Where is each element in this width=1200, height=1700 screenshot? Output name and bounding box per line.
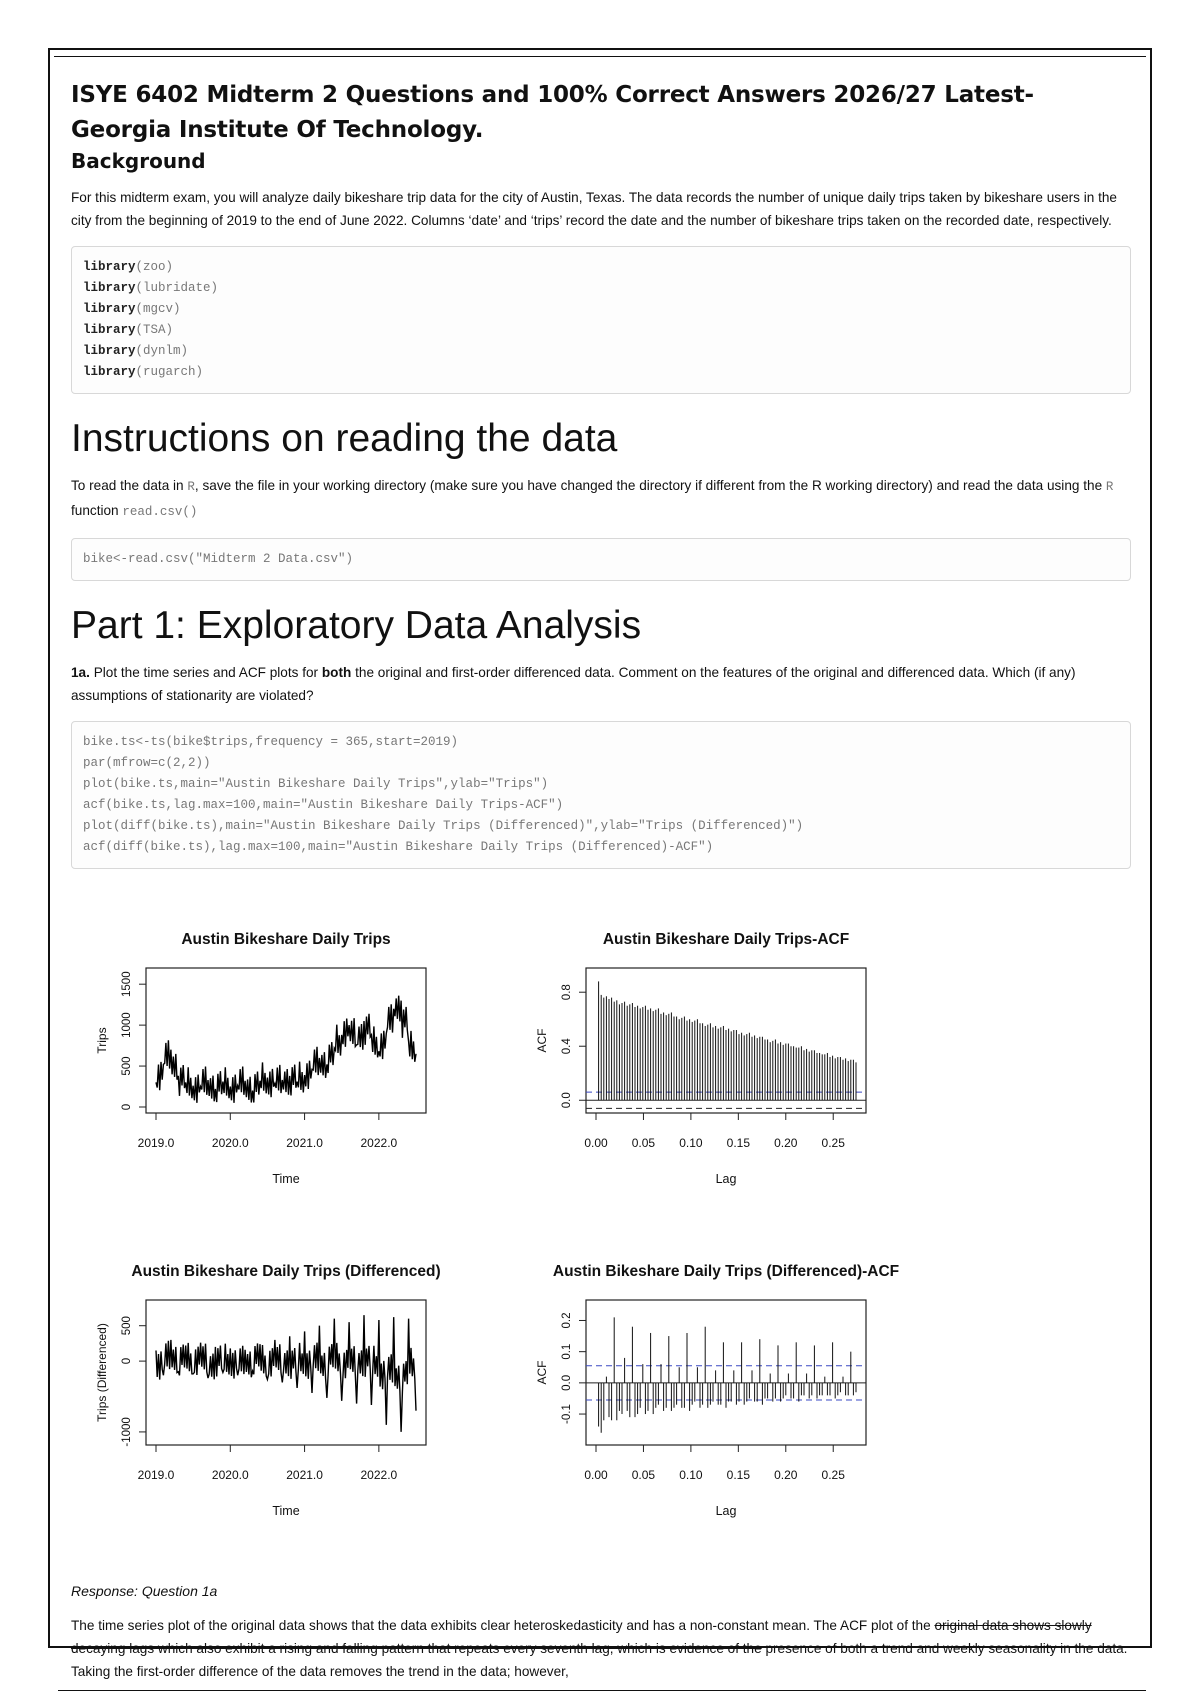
chart-original-series-svg bbox=[71, 918, 511, 1218]
y-tick-label: 0.1 bbox=[561, 1343, 573, 1360]
code-line: acf(bike.ts,lag.max=100,main="Austin Bikeshare Daily Trips-ACF") bbox=[83, 798, 564, 812]
chart-original-acf bbox=[511, 918, 951, 1223]
code-argument: (dynlm) bbox=[135, 344, 189, 358]
instructions-heading: Instructions on reading the data bbox=[71, 417, 618, 460]
y-axis-label: ACF bbox=[535, 1360, 549, 1385]
x-tick-label: 2022.0 bbox=[360, 1468, 398, 1482]
x-tick-label: 2021.0 bbox=[286, 1468, 323, 1482]
response-paragraph bbox=[71, 1614, 1131, 1683]
x-tick-label: 2021.0 bbox=[286, 1136, 323, 1150]
question-1a-text-2: the original and first-order differenced data. Comment on the features of the original and differenced data. Which (if any) assumptions of stationarity are violated? bbox=[71, 665, 1076, 703]
response-text-2: presence of both a trend and weekly seasonality in the data. Taking the first-order difference of the data removes the trend in the data; however, bbox=[71, 1641, 1128, 1679]
document-body bbox=[71, 78, 1131, 869]
part1-heading: Part 1: Exploratory Data Analysis bbox=[71, 604, 642, 647]
code-keyword: library bbox=[83, 323, 136, 337]
x-axis-label: Lag bbox=[715, 1172, 737, 1186]
instructions-paragraph bbox=[71, 474, 1131, 524]
chart-differenced-series-svg bbox=[71, 1250, 511, 1550]
chart-original-series bbox=[71, 918, 511, 1223]
code-line: acf(diff(bike.ts),lag.max=100,main="Austin Bikeshare Daily Trips (Differenced)-ACF") bbox=[83, 840, 714, 854]
code-line: plot(bike.ts,main="Austin Bikeshare Daily Trips",ylab="Trips") bbox=[83, 777, 549, 791]
code-argument: (mgcv) bbox=[135, 302, 181, 316]
y-tick-label: 1000 bbox=[121, 1012, 133, 1038]
series-line bbox=[156, 1315, 416, 1432]
code-line: par(mfrow=c(2,2)) bbox=[83, 756, 211, 770]
y-tick-label: 0 bbox=[121, 1357, 133, 1365]
code-argument: (lubridate) bbox=[135, 281, 219, 295]
question-1a-bold: both bbox=[321, 665, 352, 680]
x-tick-label: 0.00 bbox=[584, 1136, 608, 1150]
code-keyword: library bbox=[83, 302, 136, 316]
background-heading: Background bbox=[71, 149, 206, 173]
x-tick-label: 0.20 bbox=[774, 1136, 798, 1150]
code-line: plot(diff(bike.ts),main="Austin Bikeshare Daily Trips (Differenced)",ylab="Trips (Differenced)") bbox=[83, 819, 804, 833]
y-tick-label: 500 bbox=[121, 1056, 133, 1076]
code-keyword: library bbox=[83, 365, 136, 379]
y-tick-label: 0.2 bbox=[561, 1312, 573, 1329]
library-line bbox=[83, 362, 1119, 383]
background-paragraph: For this midterm exam, you will analyze daily bikeshare trip data for the city of Austin, Texas. The data records the number of unique daily trips taken by bikeshare users in the city from the beginning of 2019 to the end of June 2022. Columns ‘date’ and ‘trips’ record the date and the number of bikeshare trips taken on the recorded date, respectively. bbox=[71, 190, 1117, 228]
y-tick-label: -0.1 bbox=[561, 1404, 573, 1424]
code-argument: (TSA) bbox=[135, 323, 174, 337]
x-tick-label: 0.05 bbox=[631, 1136, 656, 1150]
frame-top-rule bbox=[54, 56, 1146, 57]
y-tick-label: 0.0 bbox=[561, 1374, 573, 1391]
library-code-block bbox=[71, 246, 1131, 394]
question-1a-label: 1a. bbox=[71, 665, 90, 680]
document-title: ISYE 6402 Midterm 2 Questions and 100% Correct Answers 2026/27 Latest- Georgia Institute Of Technology. bbox=[71, 82, 1034, 143]
chart-title: Austin Bikeshare Daily Trips (Differenced) bbox=[131, 1263, 441, 1280]
x-axis-label: Time bbox=[272, 1172, 300, 1186]
chart-differenced-acf bbox=[511, 1250, 951, 1555]
x-tick-label: 0.25 bbox=[821, 1468, 845, 1482]
instructions-function: read.csv() bbox=[122, 505, 198, 519]
y-tick-label: 500 bbox=[121, 1316, 133, 1336]
y-axis-label: Trips bbox=[95, 1027, 109, 1054]
response-text-1: The time series plot of the original data shows that the data exhibits clear heteroskedasticity and has a non-constant mean. The ACF plot of the bbox=[71, 1618, 931, 1633]
chart-original-acf-svg bbox=[511, 918, 951, 1218]
series-line bbox=[156, 996, 416, 1103]
question-1a bbox=[71, 661, 1131, 707]
read-data-code-block bbox=[71, 538, 1131, 581]
chart-title: Austin Bikeshare Daily Trips (Differenced)-ACF bbox=[552, 1263, 900, 1280]
y-tick-label: 0 bbox=[121, 1103, 133, 1111]
x-tick-label: 0.10 bbox=[679, 1136, 703, 1150]
instructions-r-1: R bbox=[187, 480, 195, 494]
library-line bbox=[83, 278, 1119, 299]
library-line bbox=[83, 257, 1119, 278]
bottom-rule bbox=[58, 1690, 1146, 1691]
chart-differenced-series bbox=[71, 1250, 511, 1555]
code-argument: (zoo) bbox=[135, 260, 174, 274]
code-argument: (rugarch) bbox=[135, 365, 204, 379]
x-tick-label: 2019.0 bbox=[137, 1136, 175, 1150]
x-tick-label: 0.15 bbox=[726, 1468, 751, 1482]
x-tick-label: 0.25 bbox=[821, 1136, 845, 1150]
response-label: Response: Question 1a bbox=[71, 1583, 218, 1599]
x-tick-label: 2022.0 bbox=[360, 1136, 398, 1150]
y-tick-label: 0.0 bbox=[561, 1092, 573, 1109]
x-tick-label: 0.10 bbox=[679, 1468, 703, 1482]
x-tick-label: 2019.0 bbox=[137, 1468, 175, 1482]
code-line: bike.ts<-ts(bike$trips,frequency = 365,start=2019) bbox=[83, 735, 459, 749]
x-axis-label: Lag bbox=[715, 1504, 737, 1518]
library-line bbox=[83, 341, 1119, 362]
plot-frame bbox=[586, 1300, 866, 1445]
y-axis-label: ACF bbox=[535, 1028, 549, 1053]
library-line bbox=[83, 299, 1119, 320]
code-keyword: library bbox=[83, 260, 136, 274]
library-line bbox=[83, 320, 1119, 341]
figure-panel bbox=[71, 918, 971, 1538]
read-data-code: bike<-read.csv("Midterm 2 Data.csv") bbox=[83, 552, 354, 566]
chart-title: Austin Bikeshare Daily Trips-ACF bbox=[602, 931, 850, 948]
x-axis-label: Time bbox=[272, 1504, 300, 1518]
code-keyword: library bbox=[83, 281, 136, 295]
response-text-strike: original data shows slowly decaying lags which also exhibit a rising and falling pattern that repeats every seventh lag, which is evidence of the bbox=[71, 1618, 1092, 1656]
chart-differenced-acf-svg bbox=[511, 1250, 951, 1550]
x-tick-label: 0.20 bbox=[774, 1468, 798, 1482]
y-tick-label: 1500 bbox=[121, 971, 133, 997]
x-tick-label: 2020.0 bbox=[211, 1136, 249, 1150]
question-1a-code-block bbox=[71, 721, 1131, 869]
x-tick-label: 0.15 bbox=[726, 1136, 751, 1150]
instructions-text-3: function bbox=[71, 503, 119, 518]
chart-title: Austin Bikeshare Daily Trips bbox=[181, 931, 391, 948]
x-tick-label: 2020.0 bbox=[211, 1468, 249, 1482]
instructions-text-2: , save the file in your working directory (make sure you have changed the directory if different from the R working directory) and read the data using the bbox=[194, 478, 1103, 493]
instructions-r-2: R bbox=[1105, 480, 1114, 494]
x-tick-label: 0.00 bbox=[584, 1468, 608, 1482]
y-tick-label: -1000 bbox=[121, 1417, 133, 1447]
question-1a-text-1: Plot the time series and ACF plots for bbox=[93, 665, 319, 680]
x-tick-label: 0.05 bbox=[631, 1468, 656, 1482]
y-tick-label: 0.4 bbox=[561, 1038, 573, 1055]
instructions-text-1: To read the data in bbox=[71, 478, 184, 493]
code-keyword: library bbox=[83, 344, 136, 358]
y-tick-label: 0.8 bbox=[561, 984, 573, 1001]
y-axis-label: Trips (Differenced) bbox=[95, 1323, 109, 1422]
